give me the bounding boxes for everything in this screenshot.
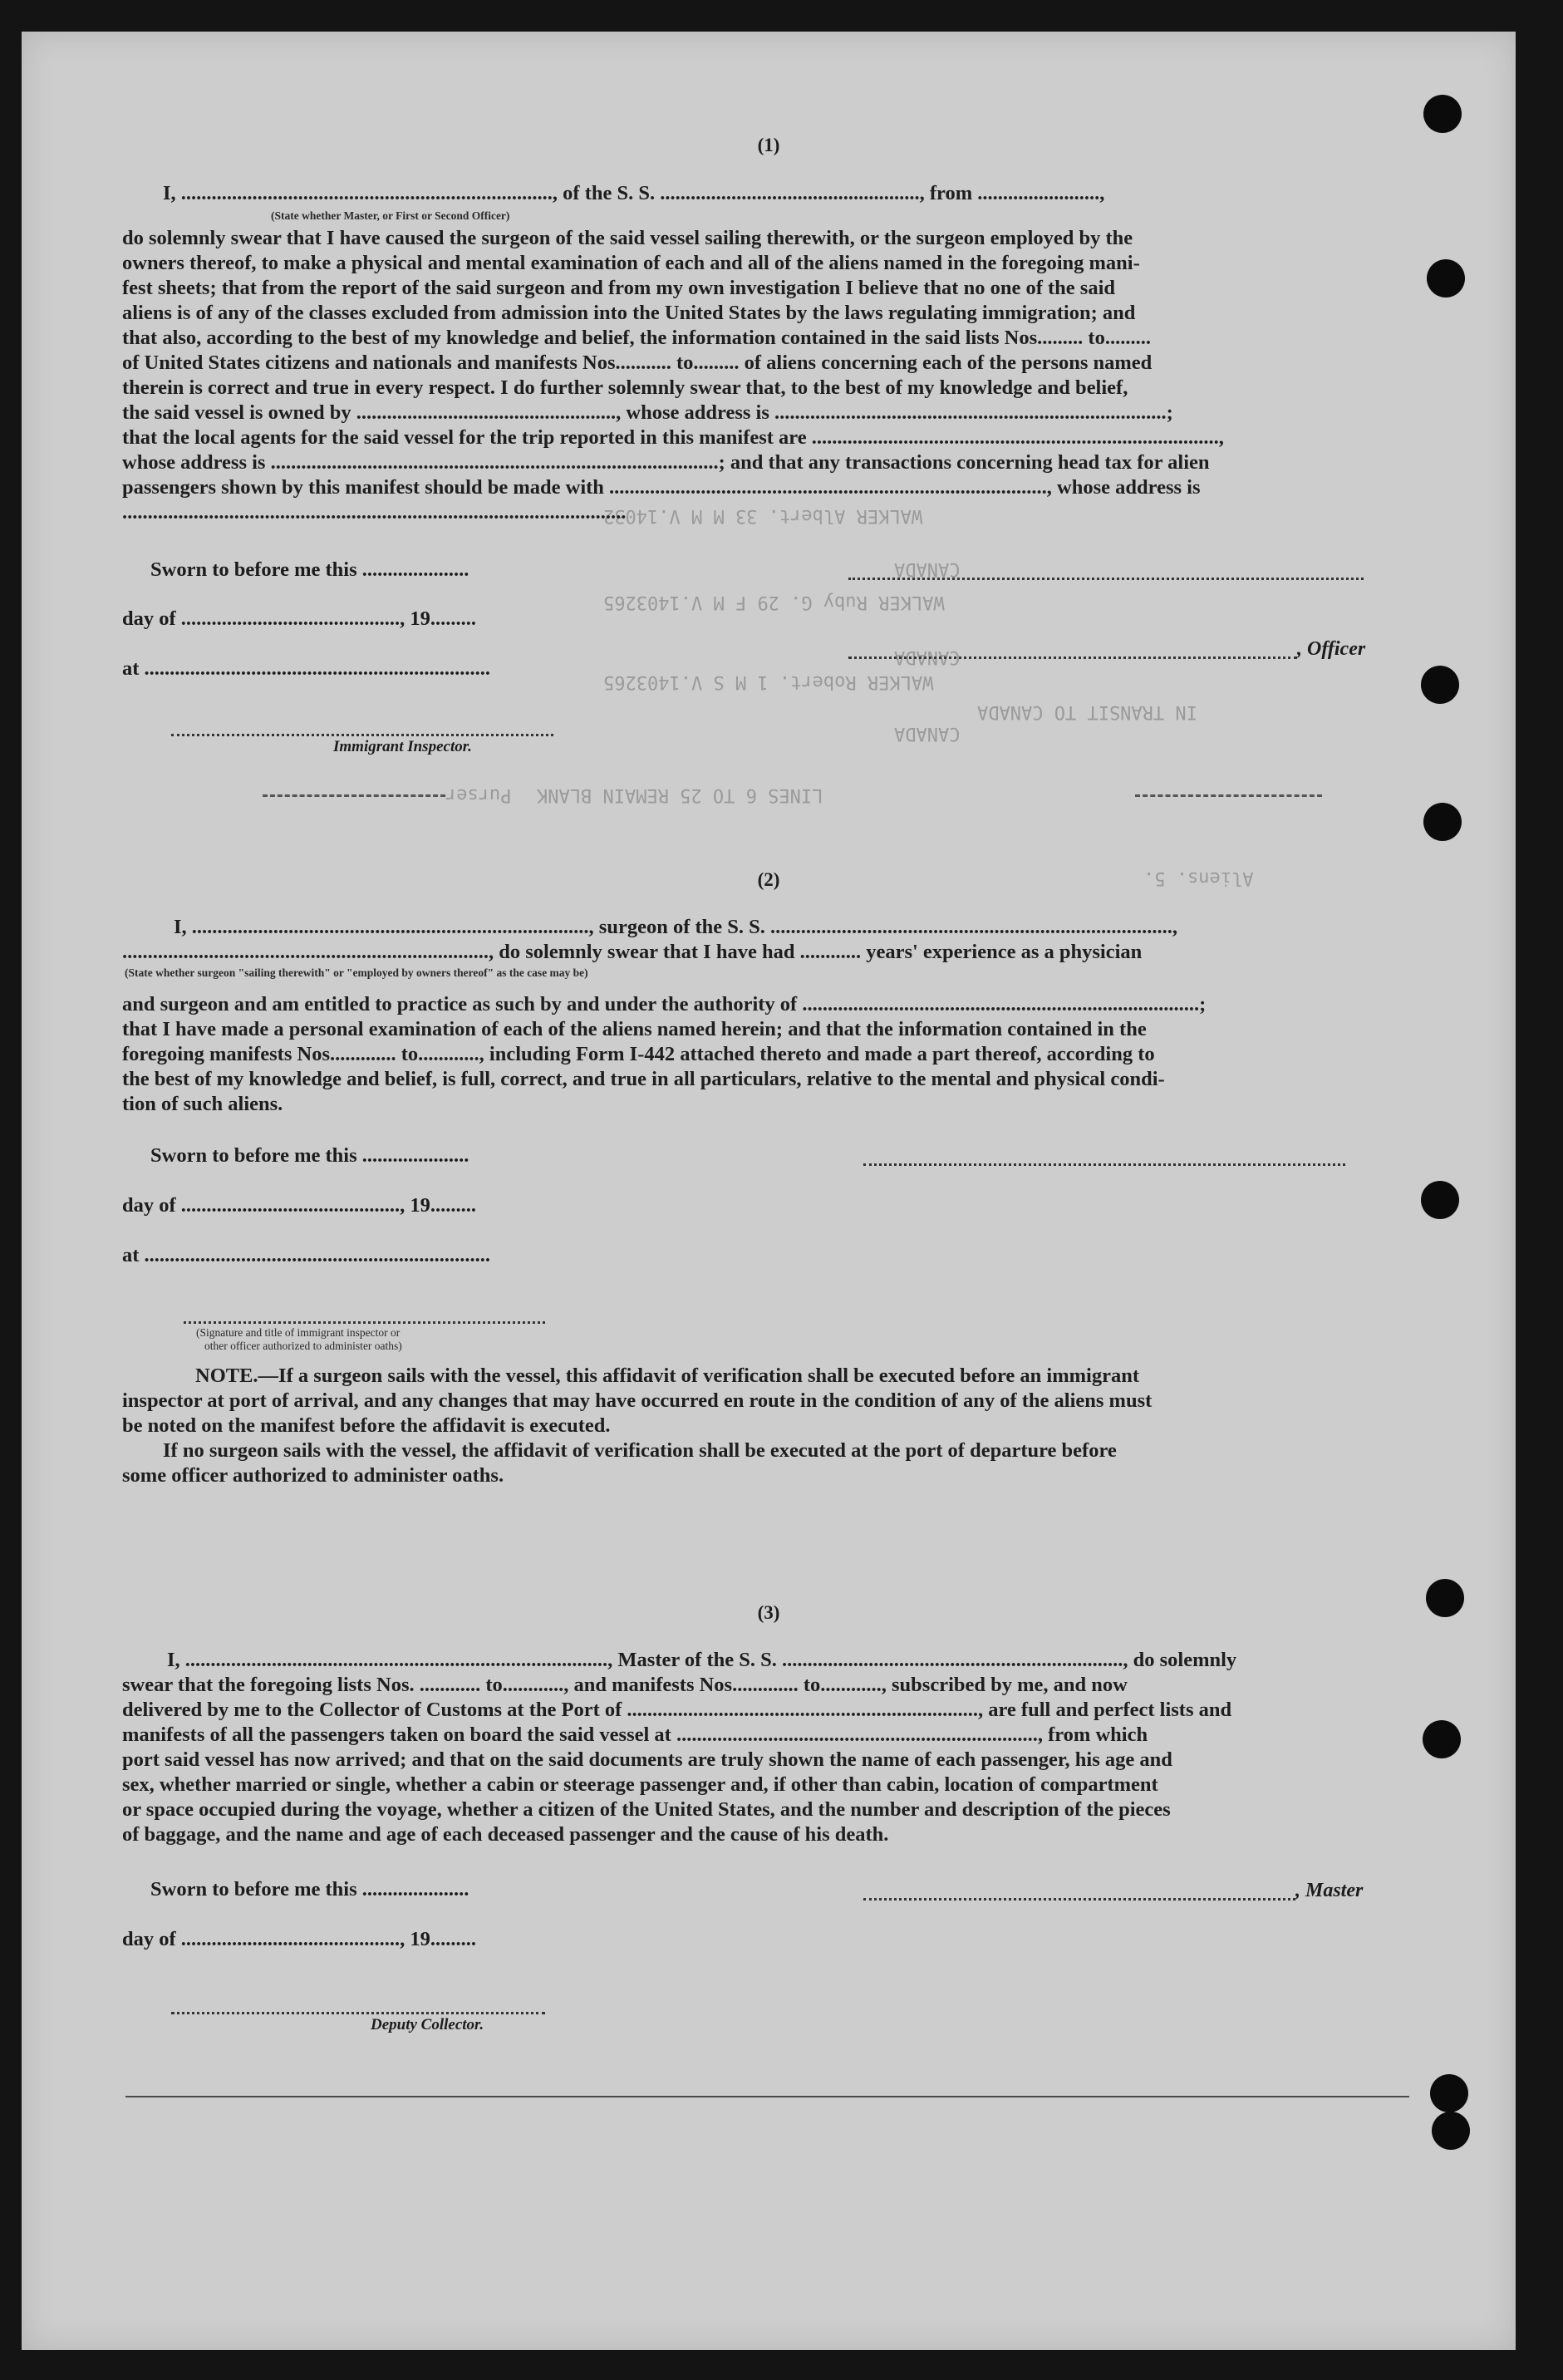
oath-line: manifests of all the passengers taken on board the said vessel at ......................................................................., from which <box>122 1724 1148 1746</box>
inspector-signature-line <box>171 734 553 736</box>
binder-hole <box>1423 1720 1461 1758</box>
binder-hole <box>1423 95 1462 133</box>
section-number-3: (3) <box>757 1602 780 1623</box>
signature-note: (Signature and title of immigrant inspector or <box>196 1326 401 1339</box>
oath-line: and surgeon and am entitled to practice as such by and under the authority of ..............................................................................; <box>122 993 1207 1015</box>
oath-line: ........................................................................, do solemnly swear that I have had ............ years' experience as a physician <box>122 941 1143 963</box>
bleed-through-row: IN TRANSIT TO CANADA <box>977 701 1197 722</box>
binder-hole <box>1430 2074 1468 2112</box>
bleed-through-purser: Purser <box>445 784 512 805</box>
oath-line: sex, whether married or single, whether a cabin or steerage passenger and, if other than cabin, location of compartment <box>122 1773 1158 1796</box>
inspector-signature-line <box>184 1321 545 1324</box>
binder-hole <box>1421 1181 1459 1219</box>
bleed-through-row: WALKER Robert. 1 M S V.1403265 <box>603 671 934 692</box>
oath-line: therein is correct and true in every respect. I do further solemnly swear that, to the best of my knowledge and belief, <box>122 376 1128 399</box>
signature-note: other officer authorized to administer oaths) <box>204 1340 402 1352</box>
note-line: If no surgeon sails with the vessel, the affidavit of verification shall be executed at the port of departure before <box>163 1439 1117 1462</box>
oath-line: that also, according to the best of my knowledge and belief, the information contained in the said lists Nos......... to......... <box>122 327 1151 349</box>
signature-line <box>848 578 1364 580</box>
oath-line: I, .............................................................................., surgeon of the S. S. ..............................................................................., <box>174 916 1178 938</box>
bleed-through-rule <box>1135 794 1322 797</box>
surgeon-signature-line <box>863 1163 1345 1166</box>
field-note: (State whether Master, or First or Second Officer) <box>271 209 510 222</box>
oath-line: of baggage, and the name and age of each deceased passenger and the cause of his death. <box>122 1823 889 1846</box>
oath-line: the said vessel is owned by ..................................................., whose address is .............................................................................; <box>122 401 1173 424</box>
oath-line: I, ..................................................................................., Master of the S. S. ..................................................................., do solemnly <box>167 1649 1237 1671</box>
bottom-rule <box>125 2096 1409 2097</box>
binder-hole <box>1432 2112 1470 2150</box>
officer-caption: , Officer <box>1297 638 1366 660</box>
bleed-through-row: LINES 6 TO 25 REMAIN BLANK <box>537 784 823 805</box>
oath-line: I, ........................................................................., of the S. S. ..................................................., from ........................, <box>163 182 1105 204</box>
binder-hole <box>1427 259 1465 298</box>
oath-line: do solemnly swear that I have caused the surgeon of the said vessel sailing therewith, or the surgeon employed by the <box>122 227 1133 249</box>
oath-line: the best of my knowledge and belief, is full, correct, and true in all particulars, relative to the mental and physical condi- <box>122 1068 1165 1090</box>
officer-signature-line <box>848 656 1297 659</box>
master-signature-line <box>863 1898 1295 1901</box>
note-line: NOTE.—If a surgeon sails with the vessel, this affidavit of verification shall be executed before an immigrant <box>195 1365 1140 1387</box>
binder-hole <box>1423 803 1462 841</box>
oath-line: ................................................................................................... <box>122 501 627 524</box>
inspector-caption: Immigrant Inspector. <box>333 738 472 755</box>
section-number-2: (2) <box>757 869 780 890</box>
oath-line: whose address is ........................................................................................; and that any transactions concerning head tax for alien <box>122 451 1210 474</box>
bleed-through-row: CANADA <box>894 647 961 667</box>
oath-line: that I have made a personal examination of each of the aliens named herein; and that the information contained in the <box>122 1018 1147 1040</box>
bleed-through-row: WALKER Ruby G. 29 F M V.1403265 <box>603 592 945 612</box>
oath-line: or space occupied during the voyage, whether a citizen of the United States, and the number and description of the pieces <box>122 1798 1171 1821</box>
at-line: at .................................................................... <box>122 657 491 680</box>
bleed-through-row: CANADA <box>894 723 961 744</box>
oath-line: of United States citizens and nationals and manifests Nos........... to......... of aliens concerning each of the persons named <box>122 352 1153 374</box>
sworn-line: Sworn to before me this ..................... <box>150 1878 469 1901</box>
oath-line: delivered by me to the Collector of Customs at the Port of ....................................................................., are full and perfect lists and <box>122 1699 1232 1721</box>
bleed-through-row: CANADA <box>894 558 961 579</box>
section-number-1: (1) <box>757 135 780 155</box>
oath-line: fest sheets; that from the report of the said surgeon and from my own investigation I believe that no one of the said <box>122 277 1115 299</box>
oath-line: passengers shown by this manifest should be made with ......................................................................................, whose address is <box>122 476 1201 499</box>
at-line: at .................................................................... <box>122 1244 491 1266</box>
sworn-line: Sworn to before me this ..................... <box>150 558 469 581</box>
bleed-through-row: WALKER Albert. 33 M M V.14032 <box>603 505 923 526</box>
collector-caption: Deputy Collector. <box>371 2016 484 2033</box>
master-caption: , Master <box>1295 1880 1364 1901</box>
oath-line: that the local agents for the said vessel for the trip reported in this manifest are ................................................................................, <box>122 426 1224 449</box>
oath-line: port said vessel has now arrived; and that on the said documents are truly shown the name of each passenger, his age and <box>122 1748 1172 1771</box>
manifest-page <box>22 32 1516 2350</box>
day-line: day of ..........................................., 19......... <box>122 607 477 630</box>
oath-line: swear that the foregoing lists Nos. ............ to............, and manifests Nos............. to............, subscribed by me, and now <box>122 1674 1128 1696</box>
day-line: day of ..........................................., 19......... <box>122 1928 477 1950</box>
bleed-through-rule <box>263 794 445 797</box>
note-line: be noted on the manifest before the affidavit is executed. <box>122 1414 611 1437</box>
binder-hole <box>1421 666 1459 704</box>
day-line: day of ..........................................., 19......... <box>122 1194 477 1217</box>
oath-line: aliens is of any of the classes excluded from admission into the United States by the laws regulating immigration; and <box>122 302 1136 324</box>
bleed-through-row: Aliens. 5. <box>1143 868 1254 888</box>
sworn-line: Sworn to before me this ..................... <box>150 1144 469 1167</box>
oath-line: owners thereof, to make a physical and mental examination of each and all of the aliens named in the foregoing mani- <box>122 252 1140 274</box>
oath-line: tion of such aliens. <box>122 1093 283 1115</box>
note-line: some officer authorized to administer oaths. <box>122 1464 504 1487</box>
field-note: (State whether surgeon "sailing therewith" or "employed by owners thereof" as the case may be) <box>125 966 588 979</box>
note-line: inspector at port of arrival, and any changes that may have occurred en route in the condition of any of the aliens must <box>122 1389 1153 1412</box>
oath-line: foregoing manifests Nos............. to............, including Form I-442 attached thereto and made a part thereof, according to <box>122 1043 1155 1065</box>
collector-signature-line <box>171 2012 545 2014</box>
